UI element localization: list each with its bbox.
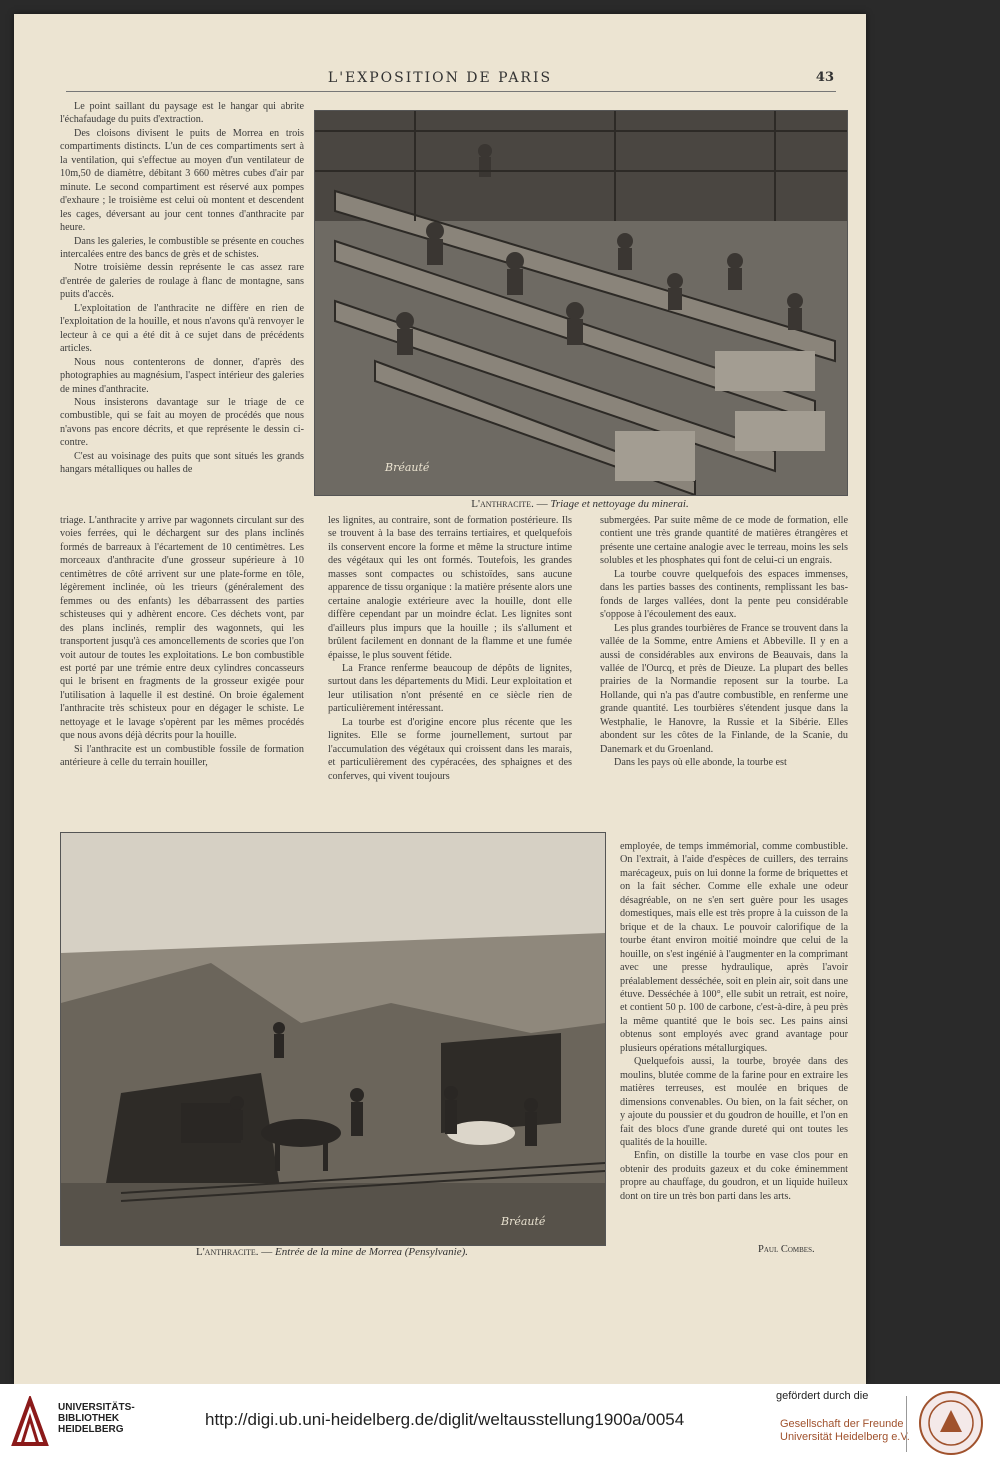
paragraph: Des cloisons divisent le puits de Morrea en trois compartiments distincts. L'un de ces compartiments sert à la ventilation, qui s'effectue au moyen d'un ventilateur de 10m,50 de diamètre, débitant 3 660 mètres cubes d'air par minute. Le second compartiment est réservé aux pompes d'exhaure ; le troisième est celui où montent et descendent les cages, déversant au jour cent tonnes d'anthracite par heure. [60,127,304,234]
paragraph: Notre troisième dessin représente le cas assez rare d'entrée de galeries de roulage à flanc de montagne, sans puits d'accès. [60,262,304,301]
running-header [14,70,866,94]
engraver-signature: Bréauté [385,461,430,474]
page-header-title: L'EXPOSITION DE PARIS [327,70,553,86]
paragraph: Dans les pays où elle abonde, la tourbe est [614,757,787,769]
caption-prefix: L'anthracite. — [195,1246,273,1258]
library-name-line: UNIVERSITÄTS- [58,1402,135,1413]
paragraph: La France renferme beaucoup de dépôts de lignites, surtout dans les départements du Midi. Leur exploitation et leur utilisation n'ont présenté en ce siècle rien de particulièrement intéressant. [328,662,572,715]
sponsor-name-line: Gesellschaft der Freunde [780,1418,904,1430]
paragraph: Dans les galeries, le combustible se présente en couches intercalées entre des bancs de grès et de schistes. [60,235,304,260]
sponsor-name-line: Universität Heidelberg e.V. [780,1431,910,1443]
header-rule [66,91,836,92]
author-signature: Paul Combes. [758,1244,815,1255]
paragraph: Nous insisterons davantage sur le triage de ce combustible, qui se fait au moyen de procédés que nous n'avons pas encore décrits, et que représente le dessin ci-contre. [60,396,304,449]
paragraph: La tourbe couvre quelquefois des espaces immenses, dans les parties basses des continents, remplissant les bas-fonds de larges vallées, dont la pente peu considérable s'oppose à l'écoulement des eaux. [600,568,848,621]
engraver-signature: Bréauté [501,1215,546,1228]
engraving-mine-entrance [61,833,605,1245]
engraving-sorting-hall [315,111,847,495]
paragraph: Si l'anthracite est un combustible fossile de formation antérieure à celle du terrain houiller, [60,743,304,769]
caption-prefix: L'anthracite. — [471,498,548,510]
paragraph: Le point saillant du paysage est le hangar qui abrite l'échafaudage du puits d'extraction. [60,101,304,126]
paragraph: L'exploitation de l'anthracite ne diffère en rien de l'exploitation de la houille, et nous n'avons qu'à renvoyer le lecteur à ce qui a été dit à ce sujet dans de précédents articles. [60,302,304,355]
paragraph: les lignites, au contraire, sont de formation postérieure. Ils se trouvent à la base des terrains tertiaires, et quelquefois ils conservent encore la forme et même la structure intime des végétaux qui les ont formés. Toutefois, les grandes masses sont compactes ou schistoïdes, sans aucune apparence de tissu organique : la matière présente alors une certaine analogie extérieure avec la houille, dont elle diffère cependant par un moindre éclat. Les lignites sont d'ailleurs plus impurs que la houille ; ils s'allument et brûlent facilement en donnant de la flamme et une fumée épaisse, le plus souvent fétide. [328,515,572,661]
column-2 [328,514,572,783]
paragraph: La tourbe est d'origine encore plus récente que les lignites. Elle se forme journellement, surtout par l'accumulation des végétaux qui croissent dans les marais, et particulièrement des cypéracées, des sphaignes et des conferves, qui vivent toujours [328,716,572,782]
library-name-line: HEIDELBERG [58,1424,124,1435]
footer-divider [906,1396,907,1452]
paragraph: Nous nous contenterons de donner, d'après des photographies au magnésium, l'aspect intérieur des galeries de mines d'anthracite. [60,356,304,395]
library-name [58,1402,135,1435]
paragraph: C'est au voisinage des puits que sont situés les grands hangars métalliques ou halles de [60,450,304,476]
paragraph: submergées. Par suite même de ce mode de formation, elle contient une très grande quantité de matières étrangères et présente une certaine analogie avec le terreau, moins les sels solubles et les phosphates qui font de celui-ci un engrais. [600,515,848,567]
column-1-bottom [60,514,304,770]
caption-title: Triage et nettoyage du minerai. [550,498,689,510]
figure-sorting-hall [314,110,848,496]
caption-title: Entrée de la mine de Morrea (Pensylvanie). [275,1246,468,1258]
university-library-logo [10,1396,50,1452]
figure-2-caption [60,1246,604,1258]
paragraph: Quelquefois aussi, la tourbe, broyée dans des moulins, blutée comme de la farine pour en extraire les matières terreuses, est moulée en briques de dimensions convenables. Ou bien, on la fait sécher, on y ajoute du poussier et du goudron de houille, et l'on en fait des blocs d'une grande dureté qui ont toutes les qualités de la houille. [620,1056,848,1148]
permalink-url[interactable]: http://digi.ub.uni-heidelberg.de/diglit/weltausstellung1900a/0054 [205,1410,685,1429]
column-3-top [600,514,848,770]
page-number: 43 [815,70,834,85]
column-1-top [60,100,304,477]
figure-mine-entrance [60,832,606,1246]
paragraph: Les plus grandes tourbières de France se trouvent dans la vallée de la Somme, entre Amiens et Abbeville. Il y en a aussi de considérables aux environs de Beauvais, dans la vallée de l'Ourcq, et près de Dieuze. La plupart des belles prairies de la Normandie reposent sur la tourbe. La Hollande, qui n'a pas d'autre combustible, en renferme une grande quantité. Les tourbières s'étendent jusque dans la Westphalie, le Hanovre, la Russie et la Sibérie. Elles abondent sur les côtes de la Finlande, de la Scanie, du Danemark et du Groenland. [600,622,848,755]
paragraph: employée, de temps immémorial, comme combustible. On l'extrait, à l'aide d'espèces de cuillers, des terrains marécageux, puis on lui donne la forme de briquettes et on la fait sécher. Comme elle exhale une odeur désagréable, on ne s'en sert guère pour les usages domestiques, mais elle est très propre à la cuisson de la brique et de la chaux. Le pouvoir calorifique de la tourbe étant environ moitié moindre que celui de la houille, on s'est ingénié à l'augmenter en la comprimant avec une presse hydraulique, après l'avoir préalablement desséchée, soit en plein air, soit dans une étuve. Desséchée à 100°, elle subit un retrait, est noire, et contient 50 p. 100 de carbone, c'est-à-dire, à peu près la même quantité que le bois sec. Les pains ainsi obtenus sont employés avec grand avantage pour plusieurs opérations métallurgiques. [620,841,848,1054]
library-emblem-icon [10,1396,50,1448]
sponsor-name[interactable] [780,1418,910,1444]
library-name-line: BIBLIOTHEK [58,1413,120,1424]
paragraph: triage. L'anthracite y arrive par wagonnets circulant sur des voies ferrées, qui le déchargent sur des plans inclinés formés de barreaux à l'écartement de 10 centimètres. Les morceaux d'anthracite d'une grosseur supérieure à 10 centimètres de côté arrivent sur une plate-forme en tôle, légèrement inclinée, où les trieurs (généralement des femmes ou des enfants) les débarrassent des parties schisteuses qui y adhèrent encore. Ces déchets vont, par des plans inclinés, remplir des wagonnets, qui les transportent jusqu'à ces amoncellements de scories que l'on voit autour de toutes les exploitations. Le bon combustible est porté par une trémie entre deux cylindres concasseurs qui le brisent en fragments de la grosseur exigée pour l'utilisation à laquelle il est destiné. On broie également l'anthracite très schisteux pour en dégager le schiste. Le nettoyage et le lavage s'opèrent par les mêmes procédés que nous avons déjà décrits pour la houille. [60,515,304,742]
sponsor-label: gefördert durch die [776,1390,869,1402]
column-3-bottom [620,840,848,1203]
viewer-footer [0,1384,1000,1462]
scanned-page [14,14,866,1384]
paragraph: Enfin, on distille la tourbe en vase clos pour en obtenir des produits gazeux et du coke éminemment propre au chauffage, du goudron, et un liquide huileux dont on tire un très bon parti dans les arts. [620,1150,848,1202]
figure-1-caption [314,498,846,510]
university-seal-icon [918,1390,984,1460]
